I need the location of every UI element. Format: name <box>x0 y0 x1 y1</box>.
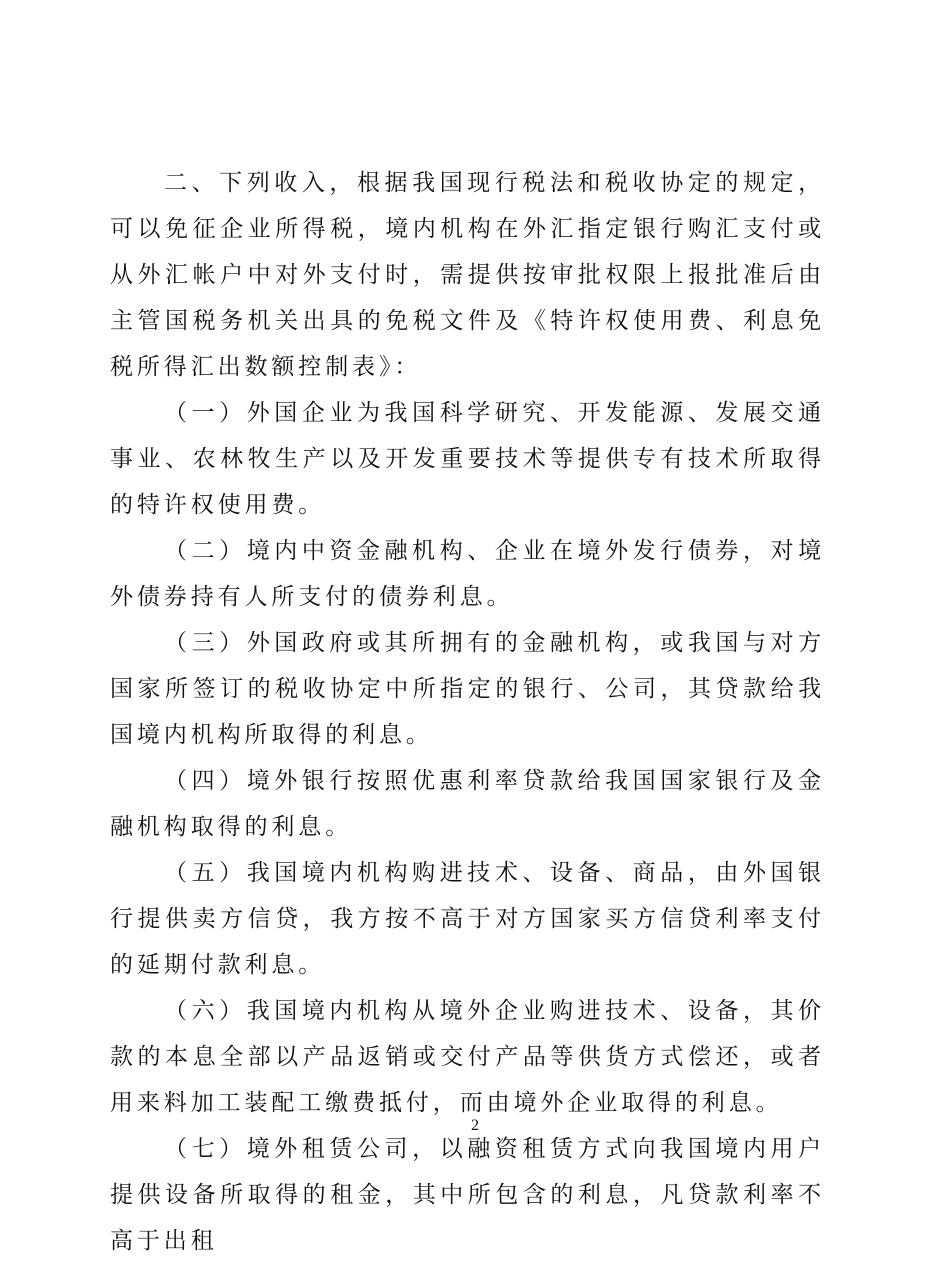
paragraph-item-6: （六）我国境内机构从境外企业购进技术、设备，其价款的本息全部以产品返销或交付产品等供货方式偿还，或者用来料加工装配工缴费抵付，而由境外企业取得的利息。 <box>110 998 825 1116</box>
paragraph-item-1: （一）外国企业为我国科学研究、开发能源、发展交通事业、农林牧生产以及开发重要技术等提供专有技术所取得的特许权使用费。 <box>110 400 825 518</box>
document-body <box>110 160 825 1264</box>
paragraph-intro: 二、下列收入，根据我国现行税法和税收协定的规定，可以免征企业所得税，境内机构在外汇指定银行购汇支付或从外汇帐户中对外支付时，需提供按审批权限上报批准后由主管国税务机关出具的免税文件及《特许权使用费、利息免税所得汇出数额控制表》： <box>110 170 825 380</box>
paragraph-item-7: （七）境外租赁公司，以融资租赁方式向我国境内用户提供设备所取得的租金，其中所包含的利息，凡贷款利率不高于出租 <box>110 1136 825 1254</box>
page-number: 2 <box>471 1117 479 1134</box>
paragraph-item-4: （四）境外银行按照优惠利率贷款给我国国家银行及金融机构取得的利息。 <box>110 768 825 840</box>
paragraph-item-3: （三）外国政府或其所拥有的金融机构，或我国与对方国家所签订的税收协定中所指定的银行、公司，其贷款给我国境内机构所取得的利息。 <box>110 630 825 748</box>
paragraph-item-2: （二）境内中资金融机构、企业在境外发行债券，对境外债券持有人所支付的债券利息。 <box>110 538 825 610</box>
paragraph-item-5: （五）我国境内机构购进技术、设备、商品，由外国银行提供卖方信贷，我方按不高于对方国家买方信贷利率支付的延期付款利息。 <box>110 860 825 978</box>
